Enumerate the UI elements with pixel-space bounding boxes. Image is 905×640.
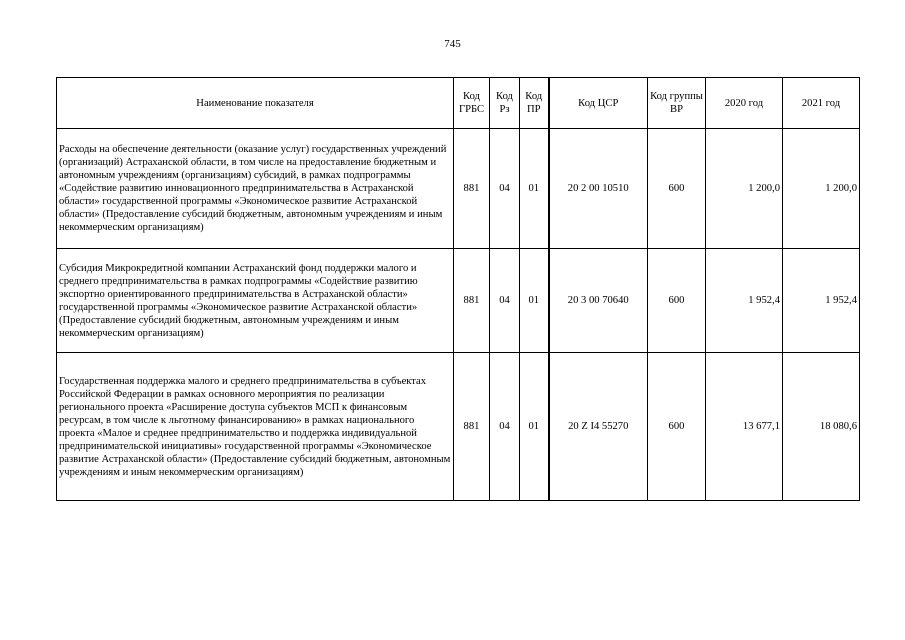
row-vr: 600: [648, 129, 706, 249]
table-row: [57, 249, 860, 353]
row-2021: 18 080,6: [783, 353, 860, 501]
row-pr: 01: [520, 353, 549, 501]
header-name: Наименование показателя: [57, 78, 454, 129]
row-name: Расходы на обеспечение деятельности (оказание услуг) государственных учреждений (организаций) Астраханской области, в том числе на предоставление бюджетным и автономным учреждениям (организациям) субсидий, в рамках подпрограммы «Содействие развитию инновационного предпринимательства в Астраханской области» государственной программы «Экономическое развитие Астраханской области» (Предоставление субсидий бюджетным, автономным учреждениям и иным некоммерческим организациям): [57, 129, 454, 249]
header-pr: Код ПР: [520, 78, 549, 129]
table-row: [57, 129, 860, 249]
header-csr: Код ЦСР: [549, 78, 648, 129]
table-row: [57, 353, 860, 501]
row-2020: 1 200,0: [706, 129, 783, 249]
row-2020: 1 952,4: [706, 249, 783, 353]
row-name: Субсидия Микрокредитной компании Астраханский фонд поддержки малого и среднего предпринимательства в рамках подпрограммы «Содействие развитию экспортно ориентированного предпринимательства в Астраханской области» государственной программы «Экономическое развитие Астраханской области» (Предоставление субсидий бюджетным, автономным учреждениям и иным некоммерческим организациям): [57, 249, 454, 353]
row-vr: 600: [648, 353, 706, 501]
table-header-row: [57, 78, 860, 129]
row-grbs: 881: [454, 249, 490, 353]
row-2021: 1 952,4: [783, 249, 860, 353]
row-grbs: 881: [454, 129, 490, 249]
row-pr: 01: [520, 129, 549, 249]
row-2020: 13 677,1: [706, 353, 783, 501]
header-2021: 2021 год: [783, 78, 860, 129]
row-rz: 04: [490, 249, 520, 353]
row-2021: 1 200,0: [783, 129, 860, 249]
row-csr: 20 2 00 10510: [549, 129, 648, 249]
row-name: Государственная поддержка малого и среднего предпринимательства в субъектах Российской Федерации в рамках основного мероприятия по реализации регионального проекта «Расширение доступа субъектов МСП к финансовым ресурсам, в том числе к льготному финансированию» в рамках национального проекта «Малое и среднее предпринимательство и поддержка индивидуальной предпринимательской инициативы» государственной программы «Экономическое развитие Астраханской области» (Предоставление субсидий бюджетным, автономным учреждениям и иным некоммерческим организациям): [57, 353, 454, 501]
row-rz: 04: [490, 353, 520, 501]
row-grbs: 881: [454, 353, 490, 501]
header-vr: Код группы ВР: [648, 78, 706, 129]
row-rz: 04: [490, 129, 520, 249]
row-csr: 20 Z I4 55270: [549, 353, 648, 501]
header-2020: 2020 год: [706, 78, 783, 129]
page-number: 745: [444, 38, 461, 50]
header-rz: Код Рз: [490, 78, 520, 129]
budget-table: [56, 77, 860, 501]
row-pr: 01: [520, 249, 549, 353]
header-grbs: Код ГРБС: [454, 78, 490, 129]
row-csr: 20 3 00 70640: [549, 249, 648, 353]
row-vr: 600: [648, 249, 706, 353]
